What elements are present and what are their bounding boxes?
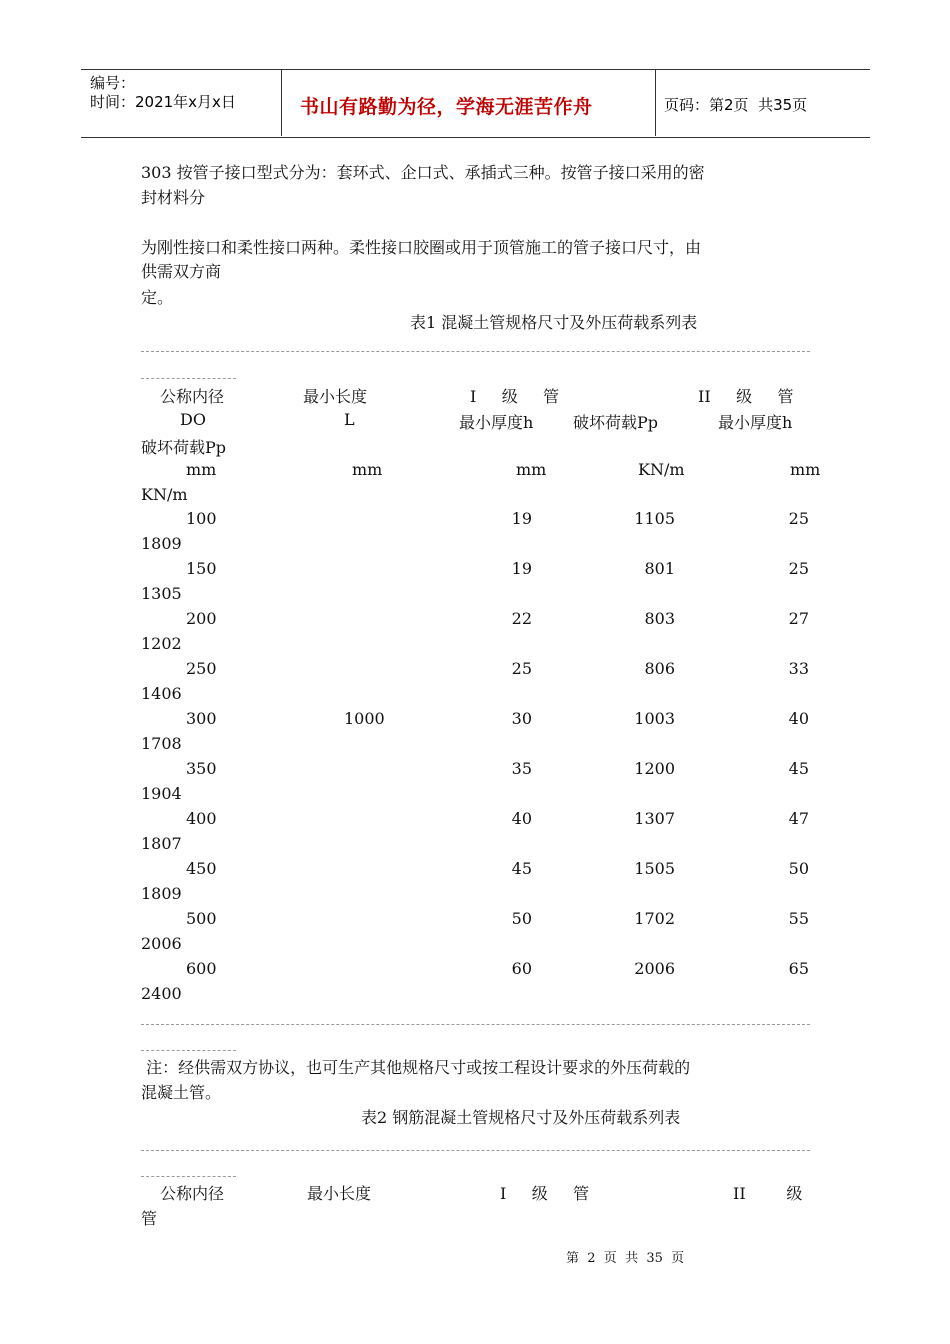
table-rule	[141, 1050, 236, 1051]
table1-cell: 500	[186, 909, 217, 928]
table1-cell: 25	[511, 659, 532, 678]
table1-cell: 1904	[141, 784, 182, 803]
page-footer: 第 2 页 共 35 页	[566, 1251, 685, 1266]
table1-cell: 300	[186, 709, 217, 728]
table-rule	[141, 1150, 810, 1151]
table1-cell: 1505	[634, 859, 675, 878]
table1-cell: 40	[788, 709, 809, 728]
table1-cell: 350	[186, 759, 217, 778]
table1-cell: 100	[186, 509, 217, 528]
paragraph-line: 封材料分	[141, 188, 206, 207]
table1-cell: 250	[186, 659, 217, 678]
table1-cell: 19	[511, 559, 532, 578]
table1-cell: 1809	[141, 534, 182, 553]
table1-header-min-thickness: 最小厚度h	[459, 413, 534, 432]
table1-header-diameter-symbol: DO	[180, 410, 206, 429]
table1-cell: 2400	[141, 984, 182, 1003]
table1-header-grade2: II 级 管	[698, 387, 794, 406]
table1-cell: 2006	[141, 934, 182, 953]
table1-cell: 200	[186, 609, 217, 628]
paragraph-line: 为刚性接口和柔性接口两种。柔性接口胶圈或用于顶管施工的管子接口尺寸，由	[141, 238, 702, 257]
table1-cell: 1200	[634, 759, 675, 778]
table1-cell: 47	[788, 809, 809, 828]
table-rule	[141, 378, 236, 379]
table1-cell: 600	[186, 959, 217, 978]
table1-cell: 150	[186, 559, 217, 578]
table1-cell: 1708	[141, 734, 182, 753]
table1-cell: 30	[511, 709, 532, 728]
table2-header-grade2: II 级	[733, 1184, 803, 1203]
table1-cell: 1202	[141, 634, 182, 653]
table1-header-grade1: I 级 管	[470, 387, 560, 406]
table1-unit: mm	[186, 460, 217, 479]
table1-unit: KN/m	[141, 485, 188, 504]
header-time-label: 时间：2021年x月x日	[90, 93, 236, 111]
table1-cell: 25	[788, 509, 809, 528]
table-rule	[141, 1024, 810, 1025]
table1-cell: 1307	[634, 809, 675, 828]
table1-cell: 27	[788, 609, 809, 628]
table1-cell: 55	[788, 909, 809, 928]
paragraph-line: 供需双方商	[141, 262, 222, 281]
paragraph-line: 303 按管子接口型式分为：套环式、企口式、承插式三种。按管子接口采用的密	[141, 163, 705, 182]
table2-header-diameter: 公称内径	[160, 1184, 225, 1203]
table1-cell: 2006	[634, 959, 675, 978]
header-divider	[655, 69, 656, 136]
header-divider	[281, 69, 282, 136]
table1-cell: 1807	[141, 834, 182, 853]
table1-cell: 50	[511, 909, 532, 928]
table2-caption: 表2 钢筋混凝土管规格尺寸及外压荷载系列表	[361, 1108, 681, 1127]
header-motto: 书山有路勤为径，学海无涯苦作舟	[300, 96, 593, 118]
table1-header-break-load: 破坏荷载Pp	[141, 438, 227, 457]
table1-cell: 25	[788, 559, 809, 578]
table1-cell: 1105	[634, 509, 675, 528]
table1-cell: 803	[644, 609, 675, 628]
table1-unit: mm	[352, 460, 383, 479]
table1-cell: 22	[511, 609, 532, 628]
table1-cell: 65	[788, 959, 809, 978]
table1-header-diameter: 公称内径	[160, 387, 225, 406]
table1-cell: 35	[511, 759, 532, 778]
table2-header-length: 最小长度	[307, 1184, 372, 1203]
table1-cell: 450	[186, 859, 217, 878]
table1-cell: 45	[788, 759, 809, 778]
table1-note: 注：经供需双方协议，也可生产其他规格尺寸或按工程设计要求的外压荷载的	[141, 1058, 691, 1077]
paragraph-line: 定。	[141, 288, 174, 307]
table1-header-break-load: 破坏荷载Pp	[573, 413, 659, 432]
header-page-label: 页码：第2页 共35页	[664, 96, 808, 114]
table1-cell: 45	[511, 859, 532, 878]
table1-cell: 50	[788, 859, 809, 878]
header-number-label: 编号：	[90, 74, 136, 92]
table1-cell: 1809	[141, 884, 182, 903]
table1-cell: 40	[511, 809, 532, 828]
table1-cell: 60	[511, 959, 532, 978]
table1-cell: 1305	[141, 584, 182, 603]
table1-header-min-thickness: 最小厚度h	[718, 413, 793, 432]
table1-cell: 806	[644, 659, 675, 678]
table1-unit: KN/m	[638, 460, 685, 479]
table1-header-length: 最小长度	[303, 387, 368, 406]
table1-unit: mm	[516, 460, 547, 479]
table1-cell: 400	[186, 809, 217, 828]
table-rule	[141, 351, 810, 352]
table1-cell: 19	[511, 509, 532, 528]
table1-note: 混凝土管。	[141, 1083, 222, 1102]
table1-cell: 33	[788, 659, 809, 678]
table1-unit: mm	[790, 460, 821, 479]
table1-cell: 801	[644, 559, 675, 578]
table1-cell: 1000	[344, 709, 385, 728]
table1-caption: 表1 混凝土管规格尺寸及外压荷载系列表	[410, 313, 698, 332]
table2-header-grade2-wrap: 管	[141, 1209, 158, 1228]
table1-cell: 1003	[634, 709, 675, 728]
table-rule	[141, 1176, 236, 1177]
table1-header-length-symbol: L	[344, 410, 355, 429]
table2-header-grade1: I 级 管	[500, 1184, 590, 1203]
table1-cell: 1406	[141, 684, 182, 703]
table1-cell: 1702	[634, 909, 675, 928]
